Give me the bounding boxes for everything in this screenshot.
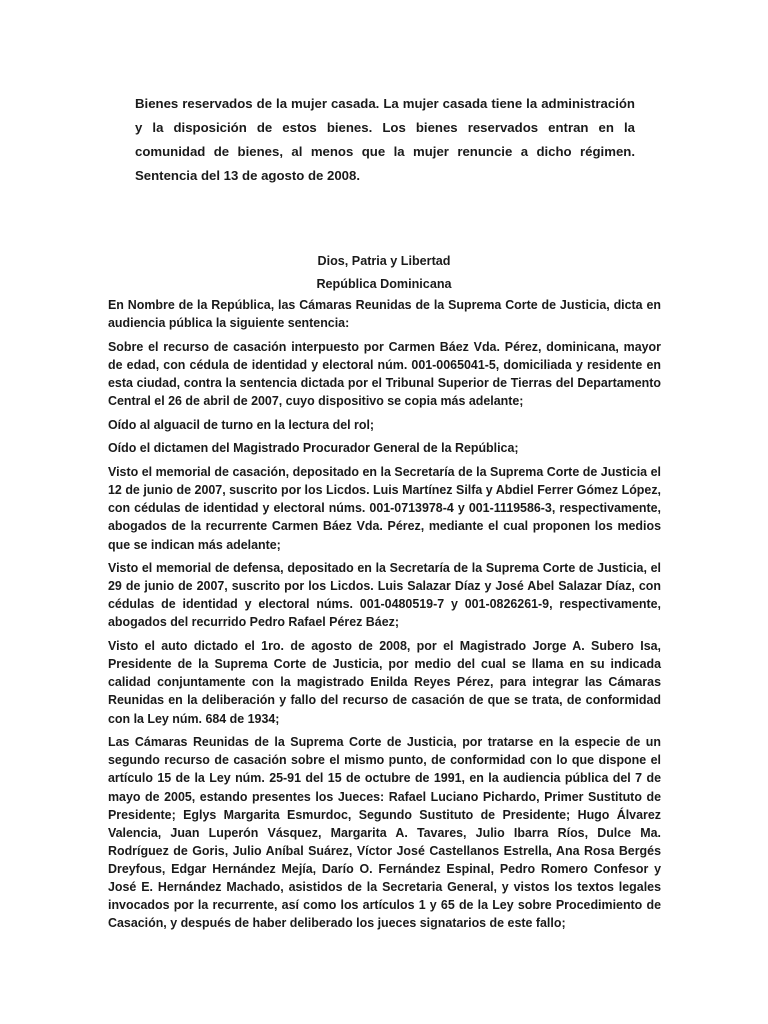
paragraph-appeal: Sobre el recurso de casación interpuesto por Carmen Báez Vda. Pérez, dominicana, mayor de edad, con cédula de identidad y electoral núm. 001-0065041-5, domiciliada y residente en esta ciudad, contra la sentencia dictada por el Tribunal Superior de Tierras del Departamento Central el 26 de abril de 2007, cuyo dispositivo se copia más adelante; xyxy=(108,339,661,409)
paragraph-defense-memorial: Visto el memorial de defensa, depositado en la Secretaría de la Suprema Corte de Justicia, el 29 de junio de 2007, suscrito por los Licdos. Luis Salazar Díaz y José Abel Salazar Díaz, con cédulas de identidad y electoral núms. 001-0480519-7 y 001-0826261-9, respectivamente, abogados del recurrido Pedro Rafael Pérez Báez; xyxy=(108,561,661,630)
paragraph-prosecutor: Oído el dictamen del Magistrado Procurador General de la República; xyxy=(108,441,519,456)
paragraph-chambers: Las Cámaras Reunidas de la Suprema Corte de Justicia, por tratarse en la especie de un segundo recurso de casación sobre el mismo punto, de conformidad con lo que dispone el artículo 15 de la Ley núm. 25-91 del 15 de octubre de 1991, en la audiencia pública del 7 de mayo de 2005, estando presentes los Jueces: Rafael Luciano Pichardo, Primer Sustituto de Presidente; Eglys Margarita Esmurdoc, Segundo Sustituto de Presidente; Hugo Álvarez Valencia, Juan Luperón Vásquez, Margarita A. Tavares, Julio Ibarra Ríos, Dulce Ma. Rodríguez de Goris, Julio Aníbal Suárez, Víctor José Castellanos Estrella, Ana Rosa Bergés Dreyfous, Edgar Hernández Mejía, Darío O. Fernández Espinal, Pedro Romero Confesor y José E. Hernández Machado, asistidos de la Secretaria General, y vistos los textos legales invocados por la recurrente, así como los artículos 1 y 65 de la Ley sobre Procedimiento de Casación, y después de haber deliberado los jueces signatarios de este fallo; xyxy=(108,735,661,931)
case-summary: Bienes reservados de la mujer casada. La mujer casada tiene la administración y la disposición de estos bienes. Los bienes reservados entran en la comunidad de bienes, al menos que la mujer renuncie a dicho régimen. Sentencia del 13 de agosto de 2008. xyxy=(135,96,635,183)
paragraph-preamble: En Nombre de la República, las Cámaras Reunidas de la Suprema Corte de Justicia, dicta en audiencia pública la siguiente sentencia: xyxy=(108,298,661,331)
paragraph-cassation-memorial: Visto el memorial de casación, depositado en la Secretaría de la Suprema Corte de Justicia el 12 de junio de 2007, suscrito por los Licdos. Luis Martínez Silfa y Abdiel Ferrer Gómez López, con cédulas de identidad y electoral núms. 001-0713978-4 y 001-1119586-3, respectivamente, abogados de la recurrente Carmen Báez Vda. Pérez, mediante el cual proponen los medios que se indican más adelante; xyxy=(108,465,661,552)
paragraph-order: Visto el auto dictado el 1ro. de agosto de 2008, por el Magistrado Jorge A. Subero Isa, Presidente de la Suprema Corte de Justicia, por medio del cual se llama en su indicada calidad conjuntamente con la magistrado Enilda Reyes Pérez, para integrar las Cámaras Reunidas en la deliberación y fallo del recurso de casación de que se trata, de conformidad con la Ley núm. 684 de 1934; xyxy=(108,639,661,726)
motto-heading: Dios, Patria y Libertad xyxy=(317,254,451,268)
republic-heading: República Dominicana xyxy=(316,277,452,291)
sentence-body xyxy=(108,296,661,938)
paragraph-bailiff: Oído al alguacil de turno en la lectura del rol; xyxy=(108,417,375,432)
